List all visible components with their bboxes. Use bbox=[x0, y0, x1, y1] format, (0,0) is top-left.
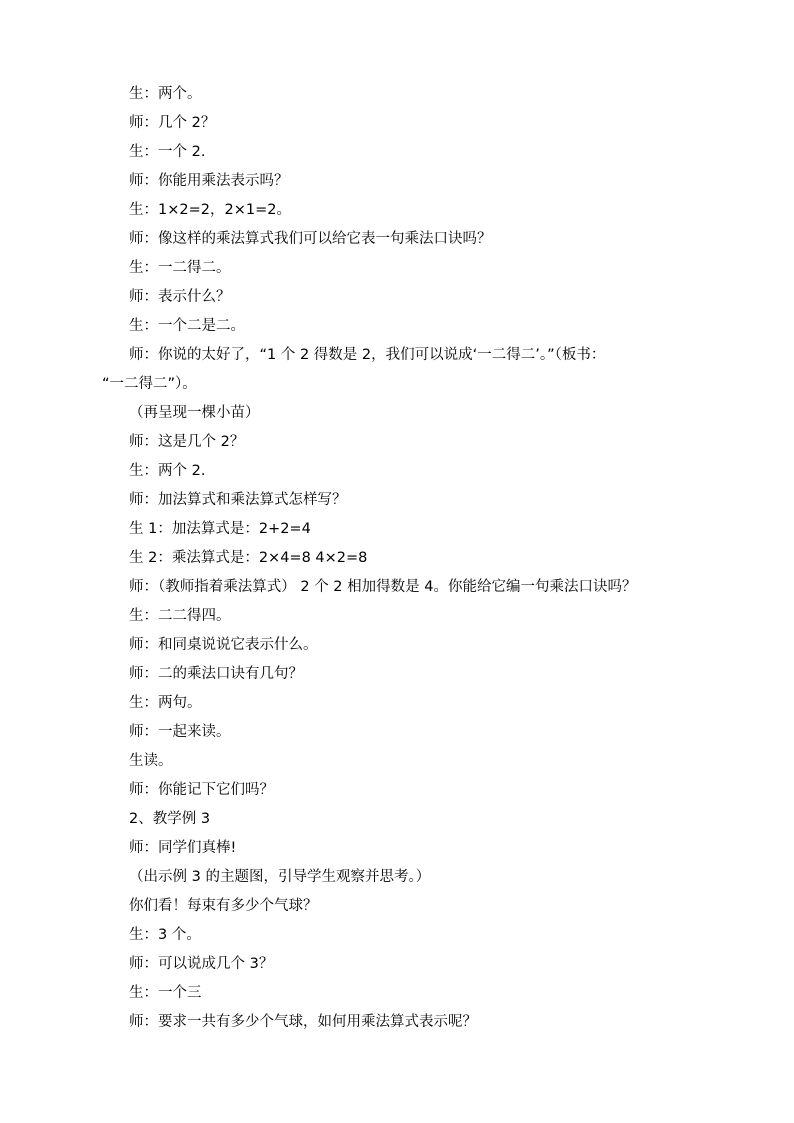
text-line: 师：一起来读。 bbox=[129, 724, 231, 740]
text-line: 生：两个 2. bbox=[129, 463, 206, 479]
text-line: 生：一个 2. bbox=[129, 144, 206, 160]
text-line: 师：和同桌说说它表示什么。 bbox=[129, 637, 318, 653]
text-line: 生：一个二是二。 bbox=[129, 318, 245, 334]
text-line: 生：一个三 bbox=[129, 985, 202, 1001]
text-line: （再呈现一棵小苗） bbox=[129, 405, 260, 421]
text-line: 生 1：加法算式是：2+2=4 bbox=[129, 521, 311, 537]
text-line: 师：你能记下它们吗？ bbox=[129, 782, 274, 798]
text-line: 师：二的乘法口诀有几句？ bbox=[129, 666, 303, 682]
text-line: 师：要求一共有多少个气球，如何用乘法算式表示呢？ bbox=[129, 1014, 477, 1030]
text-line: 师：这是几个 2？ bbox=[129, 434, 245, 450]
document-body bbox=[102, 80, 702, 1037]
text-line: （出示例 3 的主题图，引导学生观察并思考。） bbox=[129, 869, 431, 885]
text-line-continuation: “一二得二”）。 bbox=[102, 376, 197, 392]
text-line: 师：加法算式和乘法算式怎样写？ bbox=[129, 492, 347, 508]
text-line: 师：你说的太好了，“1 个 2 得数是 2，我们可以说成‘一二得二’。”（板书： bbox=[129, 347, 606, 363]
text-line: 生：3 个。 bbox=[129, 927, 201, 943]
text-line: 师：像这样的乘法算式我们可以给它表一句乘法口诀吗？ bbox=[129, 231, 492, 247]
text-line: 师：表示什么？ bbox=[129, 289, 231, 305]
text-line: 师：可以说成几个 3？ bbox=[129, 956, 274, 972]
text-line: 你们看！每束有多少个气球？ bbox=[129, 898, 318, 914]
text-line: 生：两句。 bbox=[129, 695, 202, 711]
text-line: 生 2：乘法算式是：2×4=8 4×2=8 bbox=[129, 550, 368, 566]
text-line: 生：1×2=2，2×1=2。 bbox=[129, 202, 291, 218]
text-line: 师：你能用乘法表示吗？ bbox=[129, 173, 289, 189]
text-line: 生：两个。 bbox=[129, 86, 202, 102]
text-line: 师：几个 2？ bbox=[129, 115, 216, 131]
text-line: 生读。 bbox=[129, 753, 173, 769]
section-heading: 2、教学例 3 bbox=[129, 811, 211, 827]
text-line: 师：（教师指着乘法算式） 2 个 2 相加得数是 4。你能给它编一句乘法口诀吗？ bbox=[129, 579, 637, 595]
text-line: 生：二二得四。 bbox=[129, 608, 231, 624]
text-line: 师：同学们真棒! bbox=[129, 840, 237, 856]
text-line: 生：一二得二。 bbox=[129, 260, 231, 276]
